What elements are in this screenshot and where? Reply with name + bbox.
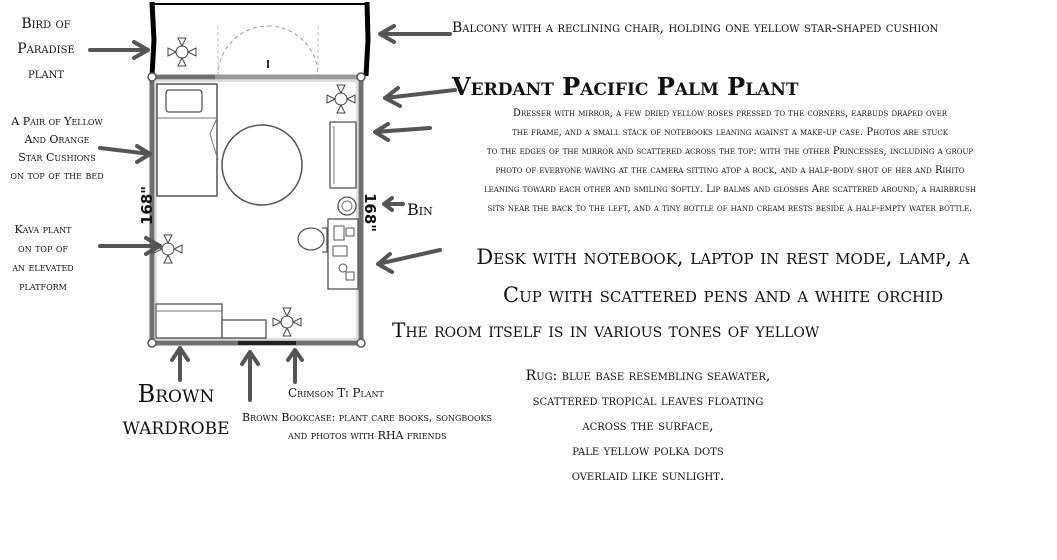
- wardrobe: [156, 304, 222, 338]
- desk-chair: [298, 228, 327, 252]
- arrow-bookcase: [242, 352, 258, 400]
- label-line: A Pair of Yellow: [11, 115, 103, 128]
- label-line: scattered tropical leaves floating: [532, 393, 764, 409]
- label-line: leaning toward each other and smiling softly. Lip balms and glosses Are scattered around, a hairbrush: [484, 184, 976, 195]
- bookcase: [222, 320, 266, 338]
- label-crimson-ti: Crimson Ti Plant: [288, 386, 384, 400]
- label-balcony: Balcony with a reclining chair, holding one yellow star-shaped cushion: [452, 20, 939, 36]
- arrow-balcony: [380, 26, 450, 42]
- label-dresser: [430, 104, 1030, 218]
- label-line: And Orange: [24, 133, 90, 146]
- arrow-bird-of-paradise: [90, 42, 148, 58]
- dresser: [330, 122, 356, 188]
- label-line: on top of: [18, 242, 68, 255]
- label-line: pale yellow polka dots: [572, 443, 724, 459]
- label-line: the frame, and a small stack of notebooks leaning against a make-up case. Photos are stuck: [512, 127, 948, 138]
- plant-crimson-ti: [273, 308, 301, 336]
- arrow-bin: [384, 198, 403, 210]
- plant-bird-of-paradise: [168, 38, 196, 66]
- label-line: on top of the bed: [10, 169, 104, 182]
- desk: [328, 219, 358, 289]
- label-line: and photos with RHA friends: [288, 429, 447, 442]
- label-line: Bird of: [21, 16, 71, 32]
- label-line: Rug: blue base resembling seawater,: [525, 368, 771, 384]
- label-line: across the surface,: [582, 418, 714, 434]
- label-line: wardrobe: [122, 412, 230, 440]
- arrow-wardrobe: [172, 348, 188, 380]
- label-palm-title: Verdant Pacific Palm Plant: [452, 72, 799, 101]
- label-line: Kava plant: [14, 223, 72, 236]
- label-line: platform: [19, 280, 67, 293]
- label-kava: [4, 220, 82, 296]
- dimension-right: 168": [361, 193, 379, 233]
- label-line: photo of everyone waving at the camera sitting atop a rock, and a half-body shot of her and Rihito: [495, 165, 965, 176]
- label-room-tone: The room itself is in various tones of yellow: [392, 318, 820, 342]
- label-line: Brown: [137, 380, 215, 408]
- dimension-left: 168": [138, 185, 156, 225]
- label-bookcase: [242, 409, 492, 445]
- label-line: to the edges of the mirror and scattered across the top: with the other Princesses, including a group: [486, 146, 974, 157]
- label-line: Desk with notebook, laptop in rest mode, lamp, a: [476, 245, 970, 269]
- arrow-crimson-ti: [288, 350, 302, 382]
- label-line: Cup with scattered pens and a white orchid: [503, 283, 943, 307]
- label-line: sits near the back to the left, and a tiny bottle of hand cream rests beside a half-empty water bottle.: [487, 203, 973, 214]
- label-line: plant: [27, 66, 64, 82]
- label-star-cushions: [2, 113, 112, 185]
- arrow-kava: [100, 238, 160, 254]
- label-bin: Bin: [407, 200, 433, 219]
- label-line: an elevated: [12, 261, 74, 274]
- label-rug: [490, 364, 806, 489]
- arrow-desk: [378, 250, 440, 272]
- plant-palm: [327, 85, 355, 113]
- label-line: overlaid like sunlight.: [571, 468, 725, 484]
- bed: [157, 84, 218, 196]
- bin: [338, 197, 356, 215]
- label-line: Dresser with mirror, a few dried yellow roses pressed to the corners, earbuds draped over: [512, 108, 948, 119]
- label-line: Brown Bookcase: plant care books, songbooks: [242, 411, 492, 424]
- label-desk: [440, 238, 1006, 314]
- rug: [222, 125, 302, 205]
- label-bird-of-paradise: [10, 12, 82, 87]
- label-line: Paradise: [17, 41, 75, 57]
- label-wardrobe: [118, 378, 234, 442]
- label-line: Star Cushions: [18, 151, 96, 164]
- arrow-dresser: [375, 124, 430, 140]
